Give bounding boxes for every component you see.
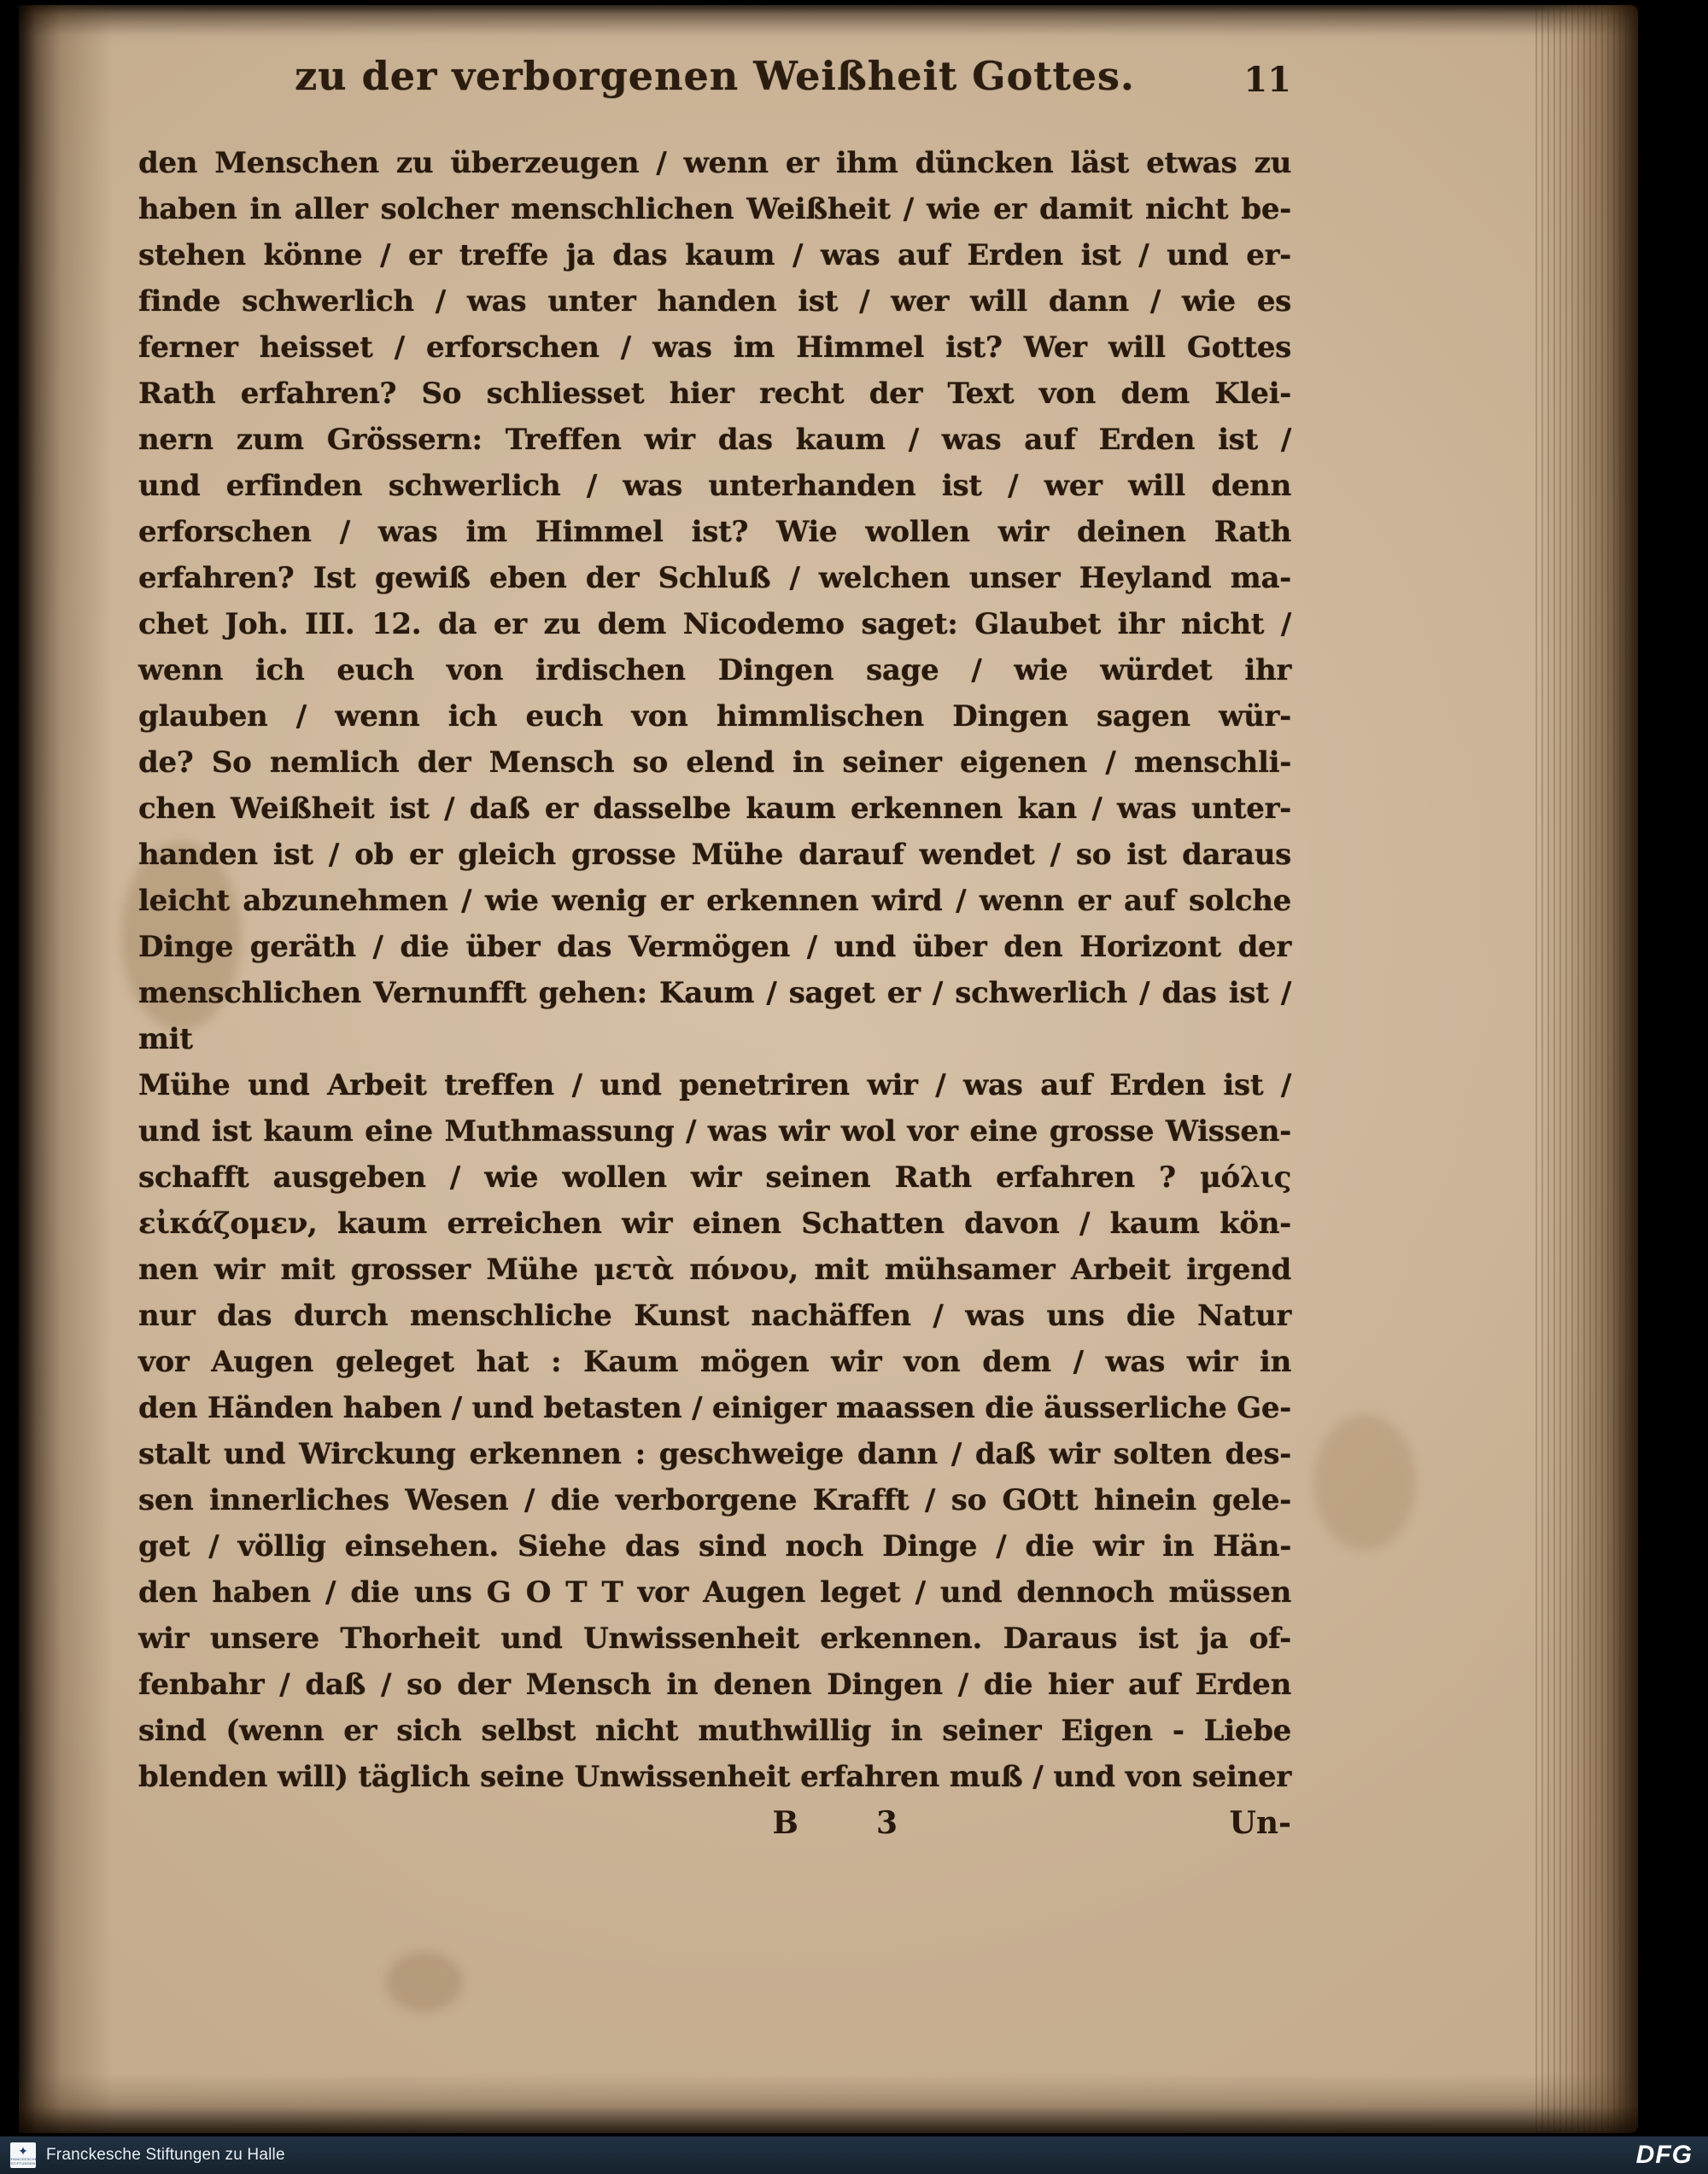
signature-row [138, 1805, 1291, 1856]
text-line: schafft ausgeben / wie wollen wir seinen Rath erfahren ? μόλις [138, 1160, 1291, 1195]
text-line: stalt und Wirckung erkennen : geschweige dann / daß wir solten des- [138, 1437, 1291, 1471]
text-line: chen Weißheit ist / daß er dasselbe kaum erkennen kan / was unter- [138, 792, 1291, 826]
franckesche-stiftungen-logo-icon [10, 2142, 36, 2168]
emblem-caption-line1: FRANCKESCHE [9, 2157, 38, 2161]
library-attribution-label: Franckesche Stiftungen zu Halle [46, 2146, 285, 2164]
text-line: menschlichen Vernunfft gehen: Kaum / saget er / schwerlich / das ist / mit [138, 976, 1291, 1056]
text-line: haben in aller solcher menschlichen Weißheit / wie er damit nicht be- [138, 192, 1291, 226]
text-line: und erfinden schwerlich / was unterhanden ist / wer will denn [138, 469, 1291, 503]
text-line: ferner heisset / erforschen / was im Himmel ist? Wer will Gottes [138, 330, 1291, 365]
signature-mark: B [772, 1805, 798, 1841]
text-line: blenden will) täglich seine Unwissenheit erfahren muß / und von seiner [138, 1760, 1291, 1794]
text-line: fenbahr / daß / so der Mensch in denen Dingen / die hier auf Erden [138, 1668, 1291, 1702]
text-line: sind (wenn er sich selbst nicht muthwillig in seiner Eigen - Liebe [138, 1714, 1291, 1748]
text-line: glauben / wenn ich euch von himmlischen Dingen sagen wür- [138, 699, 1291, 733]
footer-left [10, 2142, 285, 2168]
text-line: und ist kaum eine Muthmassung / was wir wol vor eine grosse Wissen- [138, 1114, 1291, 1148]
text-line: finde schwerlich / was unter handen ist / wer will dann / wie es [138, 284, 1291, 319]
text-line: get / völlig einsehen. Siehe das sind noch Dinge / die wir in Hän- [138, 1529, 1291, 1563]
text-line: den Menschen zu überzeugen / wenn er ihm düncken läst etwas zu [138, 146, 1291, 180]
text-line: εἰκάζομεν, kaum erreichen wir einen Schatten davon / kaum kön- [138, 1207, 1291, 1241]
text-line: de? So nemlich der Mensch so elend in seiner eigenen / menschli- [138, 745, 1291, 780]
text-line: den Händen haben / und betasten / einiger maassen die äusserliche Ge- [138, 1391, 1291, 1425]
text-line: Mühe und Arbeit treffen / und penetriren wir / was auf Erden ist / [138, 1068, 1291, 1102]
page-content [138, 53, 1291, 1856]
book-fore-edge [1535, 5, 1638, 2133]
text-line: wenn ich euch von irdischen Dingen sage / wie würdet ihr [138, 653, 1291, 687]
text-line: den haben / die uns G O T T vor Augen leget / und dennoch müssen [138, 1575, 1291, 1610]
signature-number: 3 [876, 1805, 898, 1841]
text-line: nen wir mit grosser Mühe μετὰ πόνου, mit mühsamer Arbeit irgend [138, 1253, 1291, 1287]
viewer-footer-bar [0, 2136, 1708, 2174]
text-line: Rath erfahren? So schliesset hier recht der Text von dem Klei- [138, 377, 1291, 411]
text-line: sen innerliches Wesen / die verborgene Krafft / so GOtt hinein gele- [138, 1483, 1291, 1517]
page-bottom-shadow [19, 2073, 1638, 2133]
paper-stain [386, 1952, 463, 2012]
running-header [138, 53, 1291, 114]
text-line: leicht abzunehmen / wie wenig er erkennen wird / wenn er auf solche [138, 884, 1291, 918]
book-gutter-shadow [19, 5, 113, 2133]
scanned-page [19, 5, 1638, 2133]
dfg-logo: DFG [1635, 2141, 1693, 2169]
paper-stain [1313, 1414, 1416, 1551]
body-text-block [138, 140, 1291, 1800]
text-line: vor Augen geleget hat : Kaum mögen wir von dem / was wir in [138, 1345, 1291, 1379]
page-number: 11 [1243, 60, 1291, 100]
text-line: handen ist / ob er gleich grosse Mühe darauf wendet / so ist daraus [138, 838, 1291, 872]
text-line: erfahren? Ist gewiß eben der Schluß / welchen unser Heyland ma- [138, 561, 1291, 595]
text-line: chet Joh. III. 12. da er zu dem Nicodemo saget: Glaubet ihr nicht / [138, 607, 1291, 641]
emblem-sun-icon: ✦ [18, 2144, 28, 2158]
emblem-caption-line2: STIFTUNGEN [10, 2161, 36, 2165]
text-line: nern zum Grössern: Treffen wir das kaum / was auf Erden ist / [138, 423, 1291, 457]
text-line: wir unsere Thorheit und Unwissenheit erkennen. Daraus ist ja of- [138, 1622, 1291, 1656]
text-line: Dinge geräth / die über das Vermögen / und über den Horizont der [138, 930, 1291, 964]
running-header-title: zu der verborgenen Weißheit Gottes. [295, 53, 1135, 99]
page-top-shadow [19, 5, 1638, 36]
text-line: nur das durch menschliche Kunst nachäffen / was uns die Natur [138, 1299, 1291, 1333]
text-line: stehen könne / er treffe ja das kaum / was auf Erden ist / und er- [138, 238, 1291, 272]
text-line: erforschen / was im Himmel ist? Wie wollen wir deinen Rath [138, 515, 1291, 549]
catchword: Un- [1229, 1805, 1291, 1841]
